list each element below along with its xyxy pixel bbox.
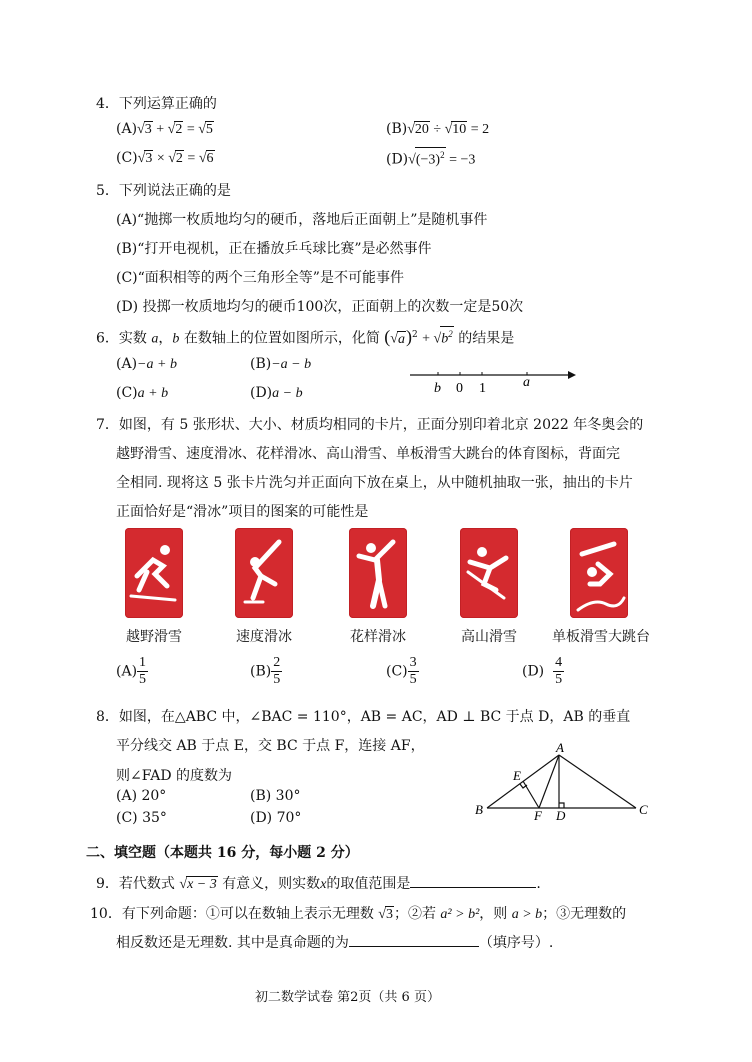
q8-line3: 则∠FAD 的度数为	[116, 768, 233, 784]
segment-ac	[559, 755, 636, 808]
label-b: b	[434, 381, 441, 396]
label-0: 0	[456, 381, 463, 396]
icon-caption-speed-skating: 速度滑冰	[236, 629, 292, 645]
q4-stem: 4．下列运算正确的	[96, 96, 217, 112]
point-a: A	[556, 740, 564, 755]
q7-option-b: (B) $\frac{2}{5}$	[250, 655, 281, 687]
q5-option-c: (C)“面积相等的两个三角形全等”是不可能事件	[116, 270, 404, 286]
q7-line4: 正面恰好是“滑冰”项目的图案的可能性是	[116, 504, 369, 520]
q4-option-b: (B)√20 ÷ √10 = 2	[386, 121, 490, 137]
q4-option-a: (A)√3 + √2 = √5	[116, 121, 213, 137]
number-line-figure	[400, 358, 580, 398]
point-b: B	[475, 802, 483, 817]
q7-line3: 全相同. 现将这 5 张卡片洗匀并正面向下放在桌上，从中随机抽取一张，抽出的卡片	[116, 475, 633, 491]
q6-option-d: (D)a − b	[250, 385, 303, 401]
section-2-title: 二、填空题（本题共 16 分，每小题 2 分）	[86, 845, 359, 861]
q9-answer-blank[interactable]	[410, 873, 536, 888]
point-e: E	[513, 768, 521, 783]
point-f: F	[534, 808, 542, 822]
q8-option-b: (B) 30°	[250, 788, 301, 804]
label-1: 1	[479, 381, 486, 396]
right-angle-e	[520, 784, 527, 788]
q10-line2: 相反数还是无理数. 其中是真命题的为 （填序号）.	[116, 932, 553, 952]
q7-option-c: (C) $\frac{3}{5}$	[386, 655, 417, 687]
number-line-arrow	[568, 371, 576, 379]
q5-option-d: (D) 投掷一枚质地均匀的硬币100次，正面朝上的次数一定是50次	[116, 299, 524, 315]
cross-country-skiing-icon	[125, 528, 183, 618]
q8-line1: 8．如图，在△ABC 中，∠BAC = 110°，AB = AC，AD ⊥ BC 于点 D，AB 的垂直	[96, 709, 631, 725]
point-c: C	[639, 802, 648, 817]
q6-option-c: (C)a + b	[116, 385, 169, 401]
q5-stem: 5．下列说法正确的是	[96, 183, 231, 199]
snowboard-big-air-icon	[570, 528, 628, 618]
q8-option-a: (A) 20°	[116, 788, 167, 804]
q5-option-a: (A)“抛掷一枚质地均匀的硬币，落地后正面朝上”是随机事件	[116, 212, 488, 228]
q7-line2: 越野滑雪、速度滑冰、花样滑冰、高山滑雪、单板滑雪大跳台的体育图标，背面完	[116, 446, 620, 462]
icon-caption-cross-country: 越野滑雪	[126, 629, 182, 645]
speed-skating-icon	[235, 528, 293, 618]
q10-line1: 10．有下列命题：①可以在数轴上表示无理数 √3；②若 a² > b²，则 a > b；③无理数的	[90, 906, 627, 922]
q7-line1: 7．如图，有 5 张形状、大小、材质均相同的卡片，正面分别印着北京 2022 年冬奥会的	[96, 417, 644, 433]
label-a: a	[523, 375, 530, 390]
page-footer: 初二数学试卷 第2页（共 6 页）	[255, 990, 440, 1005]
q8-option-c: (C) 35°	[116, 810, 167, 826]
q7-option-a: (A) $\frac{1}{5}$	[116, 655, 147, 687]
icon-caption-figure-skating: 花样滑冰	[350, 629, 406, 645]
segment-ef	[523, 781, 539, 808]
q8-option-d: (D) 70°	[250, 810, 302, 826]
triangle-figure	[470, 740, 660, 822]
alpine-skiing-icon	[460, 528, 518, 618]
q10-answer-blank[interactable]	[349, 932, 479, 947]
q6-stem: 6．实数 a，b 在数轴上的位置如图所示，化简 $(√a)^2 + √b^2$ 的结果是	[96, 326, 515, 347]
q8-line2: 平分线交 AB 于点 E，交 BC 于点 F，连接 AF，	[116, 738, 425, 754]
point-d: D	[556, 808, 566, 822]
q7-option-d: (D) $\frac{4}{5}$	[522, 655, 563, 687]
q4-option-c: (C)√3 × √2 = √6	[116, 150, 214, 166]
q5-option-b: (B)“打开电视机，正在播放乒乓球比赛”是必然事件	[116, 241, 432, 257]
figure-skating-icon	[349, 528, 407, 618]
q4-option-d: $(D)√(-3)^2 = -3$	[386, 147, 475, 169]
icon-caption-big-air: 单板滑雪大跳台	[552, 629, 650, 645]
icon-caption-alpine: 高山滑雪	[461, 629, 517, 645]
q6-option-a: (A)−a + b	[116, 356, 177, 372]
q9: 9．若代数式 √x − 3 有意义，则实数x的取值范围是 .	[96, 873, 541, 893]
q6-option-b: (B)−a − b	[250, 356, 312, 372]
